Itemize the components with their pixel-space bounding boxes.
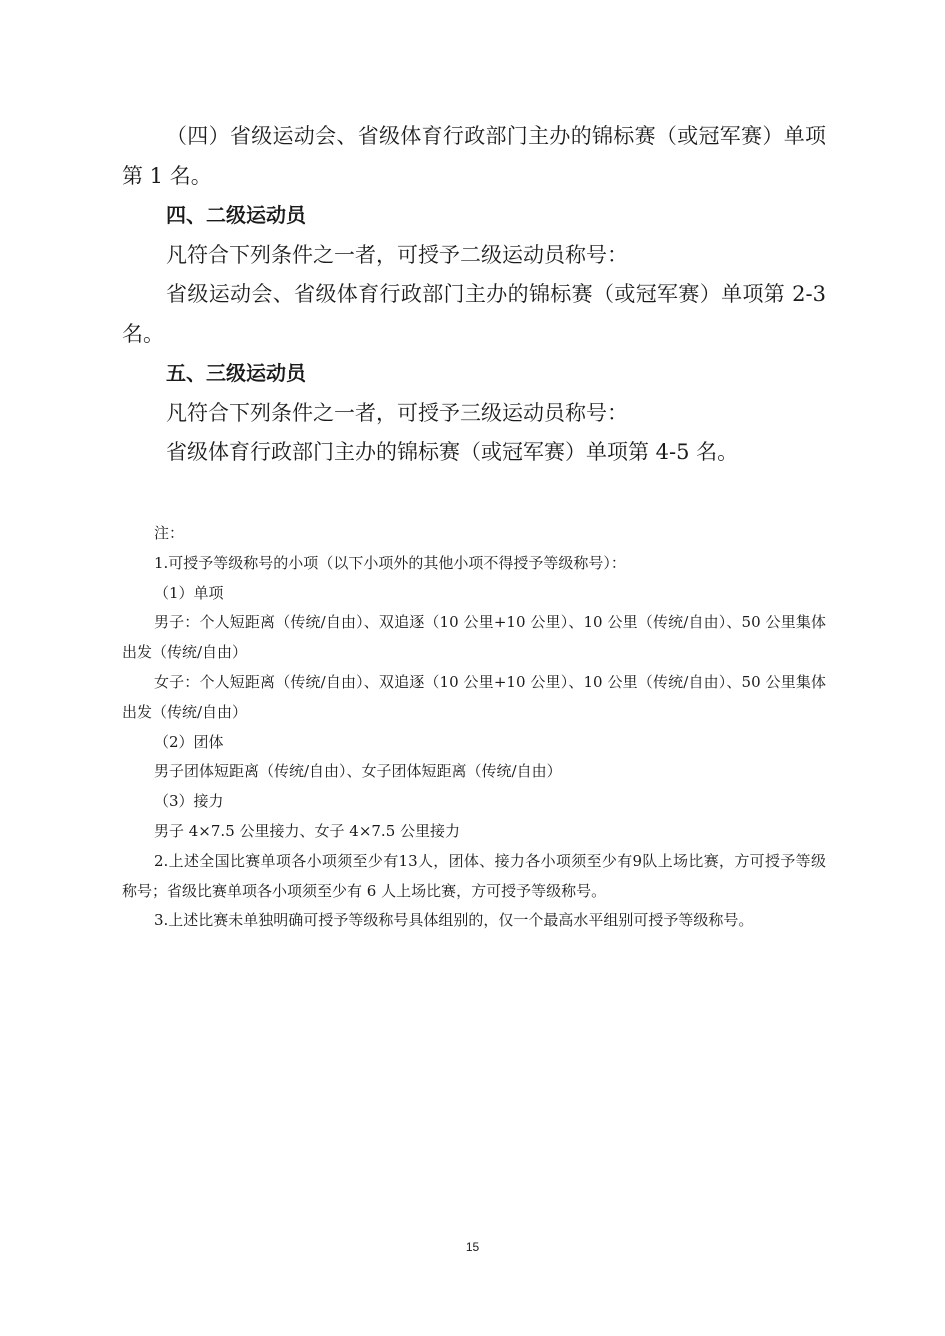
paragraph-item-4: （四）省级运动会、省级体育行政部门主办的锦标赛（或冠军赛）单项第 1 名。 (122, 124, 826, 188)
note-2: 2.上述全国比赛单项各小项须至少有13人，团体、接力各小项须至少有9队上场比赛，方可授予等级称号；省级比赛单项各小项须至少有 6 人上场比赛，方可授予等级称号。 (122, 851, 826, 900)
note-1-men-events: 男子：个人短距离（传统/自由）、双追逐（10 公里+10 公里）、10 公里（传统/自由）、50 公里集体出发（传统/自由） (122, 613, 826, 662)
notes-title: 注： (154, 524, 185, 542)
second-level-intro: 凡符合下列条件之一者，可授予二级运动员称号： (166, 242, 628, 267)
note-1-team-heading: （2）团体 (154, 732, 224, 751)
notes-section (122, 519, 826, 936)
third-level-condition: 省级体育行政部门主办的锦标赛（或冠军赛）单项第 4-5 名。 (166, 440, 739, 464)
note-1: 1.可授予等级称号的小项（以下小项外的其他小项不得授予等级称号）： (154, 553, 626, 572)
third-level-intro: 凡符合下列条件之一者，可授予三级运动员称号： (166, 400, 628, 425)
note-1-relay-heading: （3）接力 (154, 792, 224, 811)
heading-third-level-athlete: 五、三级运动员 (166, 361, 306, 385)
heading-second-level-athlete: 四、二级运动员 (166, 203, 306, 227)
note-3: 3.上述比赛未单独明确可授予等级称号具体组别的，仅一个最高水平组别可授予等级称号。 (154, 911, 754, 930)
page-number: 15 (465, 1240, 480, 1254)
note-1-relay-events: 男子 4×7.5 公里接力、女子 4×7.5 公里接力 (154, 821, 461, 840)
note-1-women-events: 女子：个人短距离（传统/自由）、双追逐（10 公里+10 公里）、10 公里（传统/自由）、50 公里集体出发（传统/自由） (122, 672, 826, 721)
note-1-team-events: 男子团体短距离（传统/自由）、女子团体短距离（传统/自由） (154, 762, 562, 781)
main-text (122, 117, 826, 473)
second-level-condition: 省级运动会、省级体育行政部门主办的锦标赛（或冠军赛）单项第 2-3 名。 (122, 282, 826, 346)
note-1-single-heading: （1）单项 (154, 583, 224, 602)
